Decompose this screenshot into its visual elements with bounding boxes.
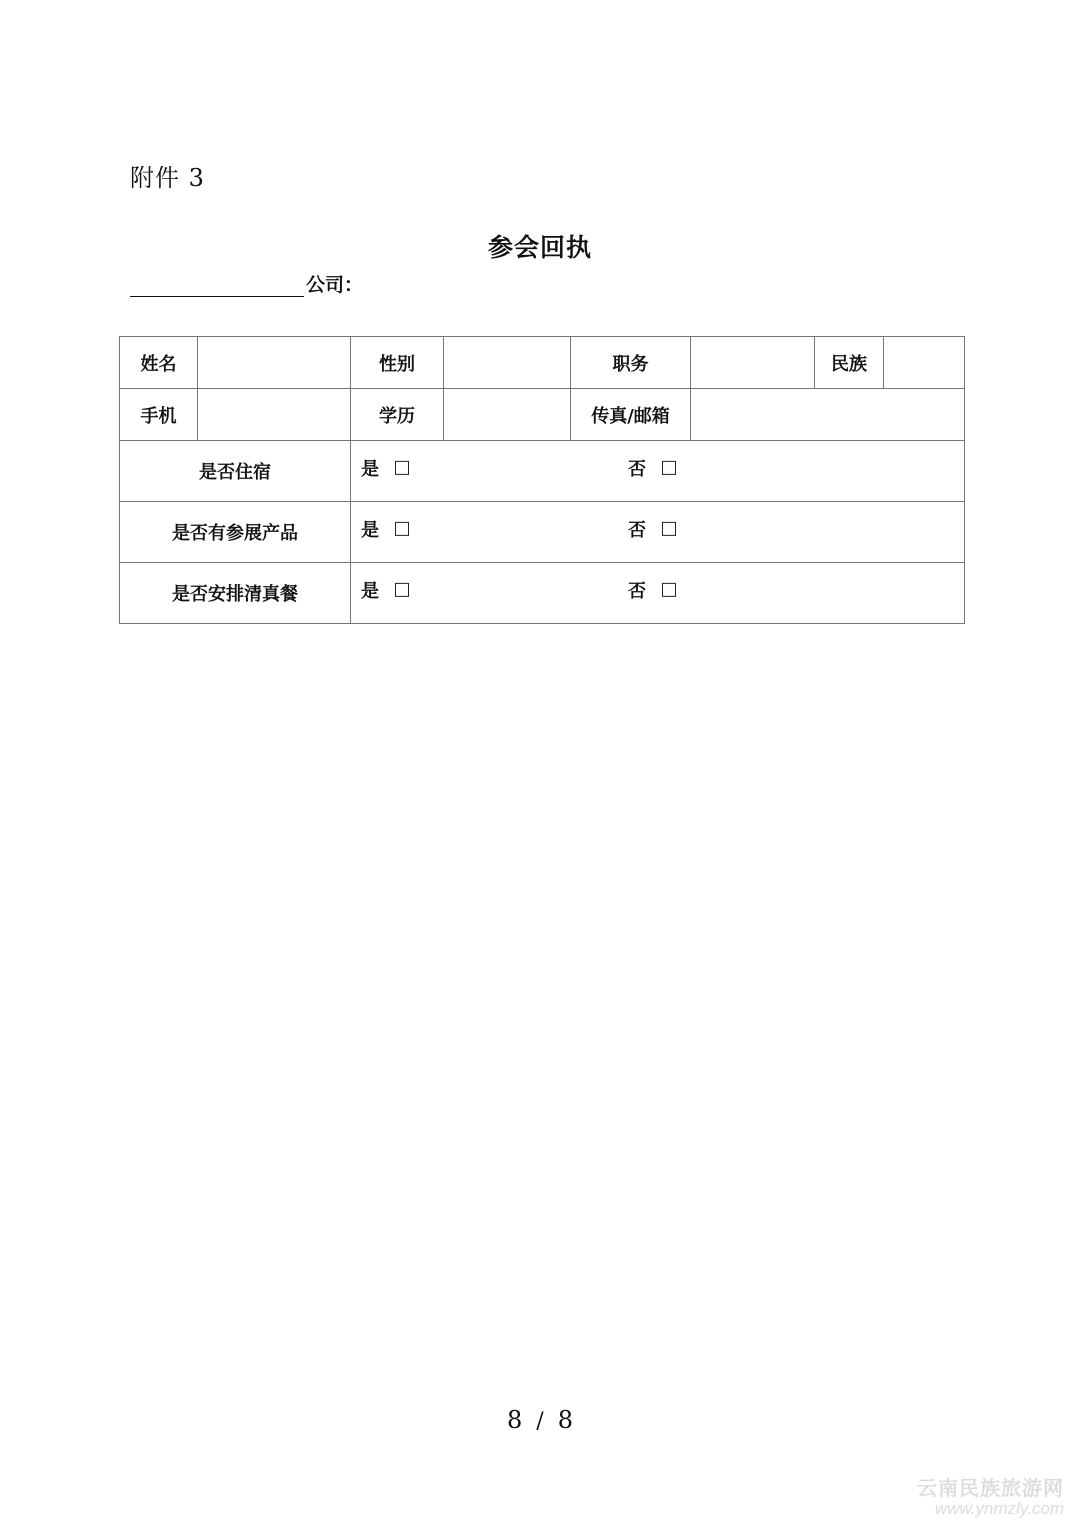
mobile-input-cell[interactable]	[198, 389, 351, 441]
no-label: 否	[628, 458, 646, 480]
current-page: 8	[507, 1406, 523, 1434]
education-input-cell[interactable]	[444, 389, 571, 441]
no-checkbox[interactable]	[662, 583, 676, 597]
no-checkbox[interactable]	[662, 522, 676, 536]
accommodation-no-option[interactable]	[628, 455, 676, 481]
halal-meal-no-option[interactable]	[628, 577, 676, 603]
attachment-label: 附件 3	[130, 164, 205, 192]
halal-meal-question: 是否安排清真餐	[120, 563, 351, 624]
yes-checkbox[interactable]	[395, 583, 409, 597]
position-input-cell[interactable]	[691, 337, 815, 389]
mobile-label: 手机	[120, 389, 198, 441]
exhibit-products-question: 是否有参展产品	[120, 502, 351, 563]
exhibit-products-yes-option[interactable]	[361, 516, 409, 542]
yes-label: 是	[361, 458, 379, 480]
watermark-url: www.ynmzly.com	[934, 1499, 1064, 1519]
no-checkbox[interactable]	[662, 461, 676, 475]
exhibit-products-options	[351, 502, 965, 563]
company-label: 公司：	[306, 274, 364, 296]
no-label: 否	[628, 519, 646, 541]
company-name-blank[interactable]	[130, 270, 304, 297]
accommodation-yes-option[interactable]	[361, 455, 409, 481]
total-pages: 8	[557, 1406, 573, 1434]
company-line	[130, 270, 363, 297]
ethnicity-input-cell[interactable]	[884, 337, 965, 389]
name-label: 姓名	[120, 337, 198, 389]
accommodation-options	[351, 441, 965, 502]
page-number	[0, 1406, 1080, 1434]
no-label: 否	[628, 580, 646, 602]
watermark-name: 云南民族旅游网	[917, 1478, 1064, 1501]
table-row	[120, 389, 965, 441]
watermark	[917, 1479, 1064, 1518]
gender-input-cell[interactable]	[444, 337, 571, 389]
yes-label: 是	[361, 519, 379, 541]
page-separator: /	[536, 1409, 544, 1434]
name-input-cell[interactable]	[198, 337, 351, 389]
table-row	[120, 502, 965, 563]
registration-form-table	[119, 336, 965, 624]
halal-meal-yes-option[interactable]	[361, 577, 409, 603]
accommodation-question: 是否住宿	[120, 441, 351, 502]
gender-label: 性别	[351, 337, 444, 389]
table-row	[120, 337, 965, 389]
education-label: 学历	[351, 389, 444, 441]
fax-email-input-cell[interactable]	[691, 389, 965, 441]
document-title: 参会回执	[487, 233, 592, 262]
yes-checkbox[interactable]	[395, 522, 409, 536]
fax-email-label: 传真/邮箱	[571, 389, 691, 441]
yes-label: 是	[361, 580, 379, 602]
table-row	[120, 441, 965, 502]
position-label: 职务	[571, 337, 691, 389]
exhibit-products-no-option[interactable]	[628, 516, 676, 542]
yes-checkbox[interactable]	[395, 461, 409, 475]
halal-meal-options	[351, 563, 965, 624]
ethnicity-label: 民族	[815, 337, 884, 389]
table-row	[120, 563, 965, 624]
